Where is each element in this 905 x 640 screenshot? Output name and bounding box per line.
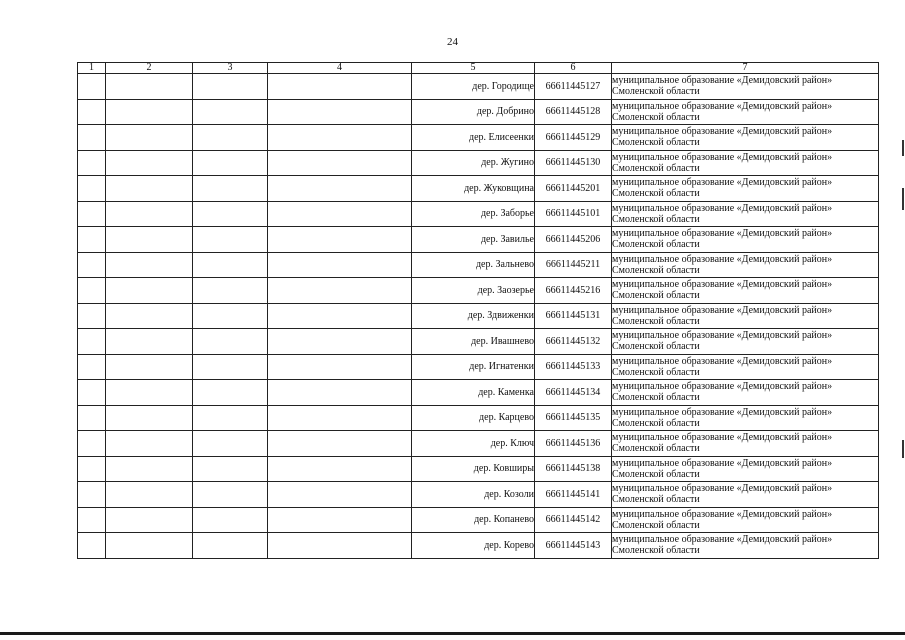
cell-empty [106, 431, 193, 457]
municipality-name: муниципальное образование «Демидовский район» Смоленской области [612, 150, 879, 176]
oktmo-code: 66611445201 [535, 176, 612, 202]
table-row [78, 201, 879, 227]
municipality-name: муниципальное образование «Демидовский район» Смоленской области [612, 278, 879, 304]
column-header-2: 2 [106, 63, 193, 74]
municipality-name: муниципальное образование «Демидовский район» Смоленской области [612, 303, 879, 329]
table-row [78, 125, 879, 151]
settlement-name: дер. Игнатенки [412, 354, 535, 380]
municipality-name: муниципальное образование «Демидовский район» Смоленской области [612, 533, 879, 559]
cell-empty [106, 176, 193, 202]
cell-empty [106, 329, 193, 355]
municipality-name: муниципальное образование «Демидовский район» Смоленской области [612, 252, 879, 278]
table-row [78, 99, 879, 125]
settlements-table [77, 62, 879, 559]
municipality-name: муниципальное образование «Демидовский район» Смоленской области [612, 380, 879, 406]
cell-empty [78, 227, 106, 253]
oktmo-code: 66611445134 [535, 380, 612, 406]
cell-empty [193, 380, 268, 406]
settlement-name: дер. Добрино [412, 99, 535, 125]
settlement-name: дер. Ковширы [412, 456, 535, 482]
cell-empty [106, 74, 193, 100]
cell-empty [78, 431, 106, 457]
cell-empty [268, 482, 412, 508]
column-header-1: 1 [78, 63, 106, 74]
cell-empty [78, 329, 106, 355]
cell-empty [106, 303, 193, 329]
table-row [78, 278, 879, 304]
cell-empty [268, 99, 412, 125]
column-header-6: 6 [535, 63, 612, 74]
cell-empty [78, 125, 106, 151]
cell-empty [106, 125, 193, 151]
settlement-name: дер. Жугино [412, 150, 535, 176]
cell-empty [78, 201, 106, 227]
table-row [78, 227, 879, 253]
cell-empty [78, 99, 106, 125]
cell-empty [193, 507, 268, 533]
settlement-name: дер. Жуковщина [412, 176, 535, 202]
cell-empty [106, 150, 193, 176]
oktmo-code: 66611445142 [535, 507, 612, 533]
municipality-name: муниципальное образование «Демидовский район» Смоленской области [612, 227, 879, 253]
settlement-name: дер. Корево [412, 533, 535, 559]
oktmo-code: 66611445141 [535, 482, 612, 508]
cell-empty [268, 405, 412, 431]
table-row [78, 507, 879, 533]
cell-empty [268, 354, 412, 380]
table-row [78, 176, 879, 202]
municipality-name: муниципальное образование «Демидовский район» Смоленской области [612, 431, 879, 457]
settlement-name: дер. Каменка [412, 380, 535, 406]
cell-empty [193, 431, 268, 457]
column-header-4: 4 [268, 63, 412, 74]
settlement-name: дер. Копанево [412, 507, 535, 533]
cell-empty [268, 150, 412, 176]
cell-empty [193, 482, 268, 508]
table-row [78, 380, 879, 406]
cell-empty [78, 150, 106, 176]
cell-empty [106, 99, 193, 125]
municipality-name: муниципальное образование «Демидовский район» Смоленской области [612, 329, 879, 355]
cell-empty [193, 74, 268, 100]
cell-empty [106, 227, 193, 253]
cell-empty [193, 354, 268, 380]
cell-empty [268, 74, 412, 100]
cell-empty [78, 354, 106, 380]
bottom-scan-border [0, 632, 905, 635]
cell-empty [268, 431, 412, 457]
settlement-name: дер. Карцево [412, 405, 535, 431]
cell-empty [78, 533, 106, 559]
cell-empty [193, 201, 268, 227]
oktmo-code: 66611445130 [535, 150, 612, 176]
cell-empty [268, 303, 412, 329]
cell-empty [78, 456, 106, 482]
cell-empty [106, 354, 193, 380]
settlement-name: дер. Городище [412, 74, 535, 100]
municipality-name: муниципальное образование «Демидовский район» Смоленской области [612, 354, 879, 380]
cell-empty [193, 329, 268, 355]
cell-empty [268, 176, 412, 202]
table-body [78, 74, 879, 559]
cell-empty [106, 482, 193, 508]
cell-empty [106, 252, 193, 278]
municipality-name: муниципальное образование «Демидовский район» Смоленской области [612, 74, 879, 100]
cell-empty [193, 303, 268, 329]
cell-empty [106, 201, 193, 227]
cell-empty [193, 456, 268, 482]
municipality-name: муниципальное образование «Демидовский район» Смоленской области [612, 507, 879, 533]
cell-empty [106, 533, 193, 559]
cell-empty [268, 380, 412, 406]
settlement-name: дер. Заозерье [412, 278, 535, 304]
oktmo-code: 66611445127 [535, 74, 612, 100]
table-row [78, 329, 879, 355]
oktmo-code: 66611445138 [535, 456, 612, 482]
cell-empty [268, 252, 412, 278]
settlement-name: дер. Ключ [412, 431, 535, 457]
scan-edge-mark [902, 440, 904, 458]
cell-empty [78, 482, 106, 508]
table-row [78, 482, 879, 508]
cell-empty [78, 380, 106, 406]
cell-empty [268, 227, 412, 253]
municipality-name: муниципальное образование «Демидовский район» Смоленской области [612, 405, 879, 431]
cell-empty [268, 456, 412, 482]
table-row [78, 533, 879, 559]
column-header-3: 3 [193, 63, 268, 74]
cell-empty [106, 405, 193, 431]
cell-empty [78, 507, 106, 533]
column-header-5: 5 [412, 63, 535, 74]
table-row [78, 150, 879, 176]
settlement-name: дер. Завилье [412, 227, 535, 253]
cell-empty [193, 125, 268, 151]
cell-empty [268, 201, 412, 227]
settlement-name: дер. Ивашнево [412, 329, 535, 355]
column-header-7: 7 [612, 63, 879, 74]
cell-empty [193, 227, 268, 253]
table-row [78, 405, 879, 431]
oktmo-code: 66611445128 [535, 99, 612, 125]
cell-empty [106, 456, 193, 482]
cell-empty [193, 150, 268, 176]
settlement-name: дер. Зальнево [412, 252, 535, 278]
oktmo-code: 66611445143 [535, 533, 612, 559]
table-row [78, 303, 879, 329]
oktmo-code: 66611445101 [535, 201, 612, 227]
municipality-name: муниципальное образование «Демидовский район» Смоленской области [612, 125, 879, 151]
municipality-name: муниципальное образование «Демидовский район» Смоленской области [612, 99, 879, 125]
settlement-name: дер. Здвиженки [412, 303, 535, 329]
cell-empty [193, 533, 268, 559]
cell-empty [106, 380, 193, 406]
cell-empty [106, 278, 193, 304]
cell-empty [268, 278, 412, 304]
cell-empty [106, 507, 193, 533]
cell-empty [78, 278, 106, 304]
oktmo-code: 66611445136 [535, 431, 612, 457]
cell-empty [268, 533, 412, 559]
cell-empty [193, 99, 268, 125]
header-row [78, 63, 879, 74]
scan-edge-mark [902, 188, 904, 210]
table-row [78, 354, 879, 380]
municipality-name: муниципальное образование «Демидовский район» Смоленской области [612, 201, 879, 227]
cell-empty [78, 303, 106, 329]
table-row [78, 74, 879, 100]
cell-empty [193, 252, 268, 278]
oktmo-code: 66611445211 [535, 252, 612, 278]
oktmo-code: 66611445131 [535, 303, 612, 329]
table-row [78, 252, 879, 278]
cell-empty [193, 405, 268, 431]
municipality-name: муниципальное образование «Демидовский район» Смоленской области [612, 456, 879, 482]
oktmo-code: 66611445129 [535, 125, 612, 151]
table-row [78, 456, 879, 482]
oktmo-code: 66611445135 [535, 405, 612, 431]
cell-empty [268, 507, 412, 533]
oktmo-code: 66611445216 [535, 278, 612, 304]
municipality-name: муниципальное образование «Демидовский район» Смоленской области [612, 482, 879, 508]
page-number: 24 [447, 36, 458, 48]
cell-empty [78, 74, 106, 100]
oktmo-code: 66611445206 [535, 227, 612, 253]
oktmo-code: 66611445132 [535, 329, 612, 355]
cell-empty [268, 125, 412, 151]
cell-empty [78, 252, 106, 278]
cell-empty [193, 278, 268, 304]
settlement-name: дер. Заборье [412, 201, 535, 227]
municipality-name: муниципальное образование «Демидовский район» Смоленской области [612, 176, 879, 202]
cell-empty [78, 176, 106, 202]
scan-edge-mark [902, 140, 904, 156]
settlement-name: дер. Козоли [412, 482, 535, 508]
settlement-name: дер. Елисеенки [412, 125, 535, 151]
cell-empty [268, 329, 412, 355]
oktmo-code: 66611445133 [535, 354, 612, 380]
cell-empty [78, 405, 106, 431]
table-row [78, 431, 879, 457]
cell-empty [193, 176, 268, 202]
